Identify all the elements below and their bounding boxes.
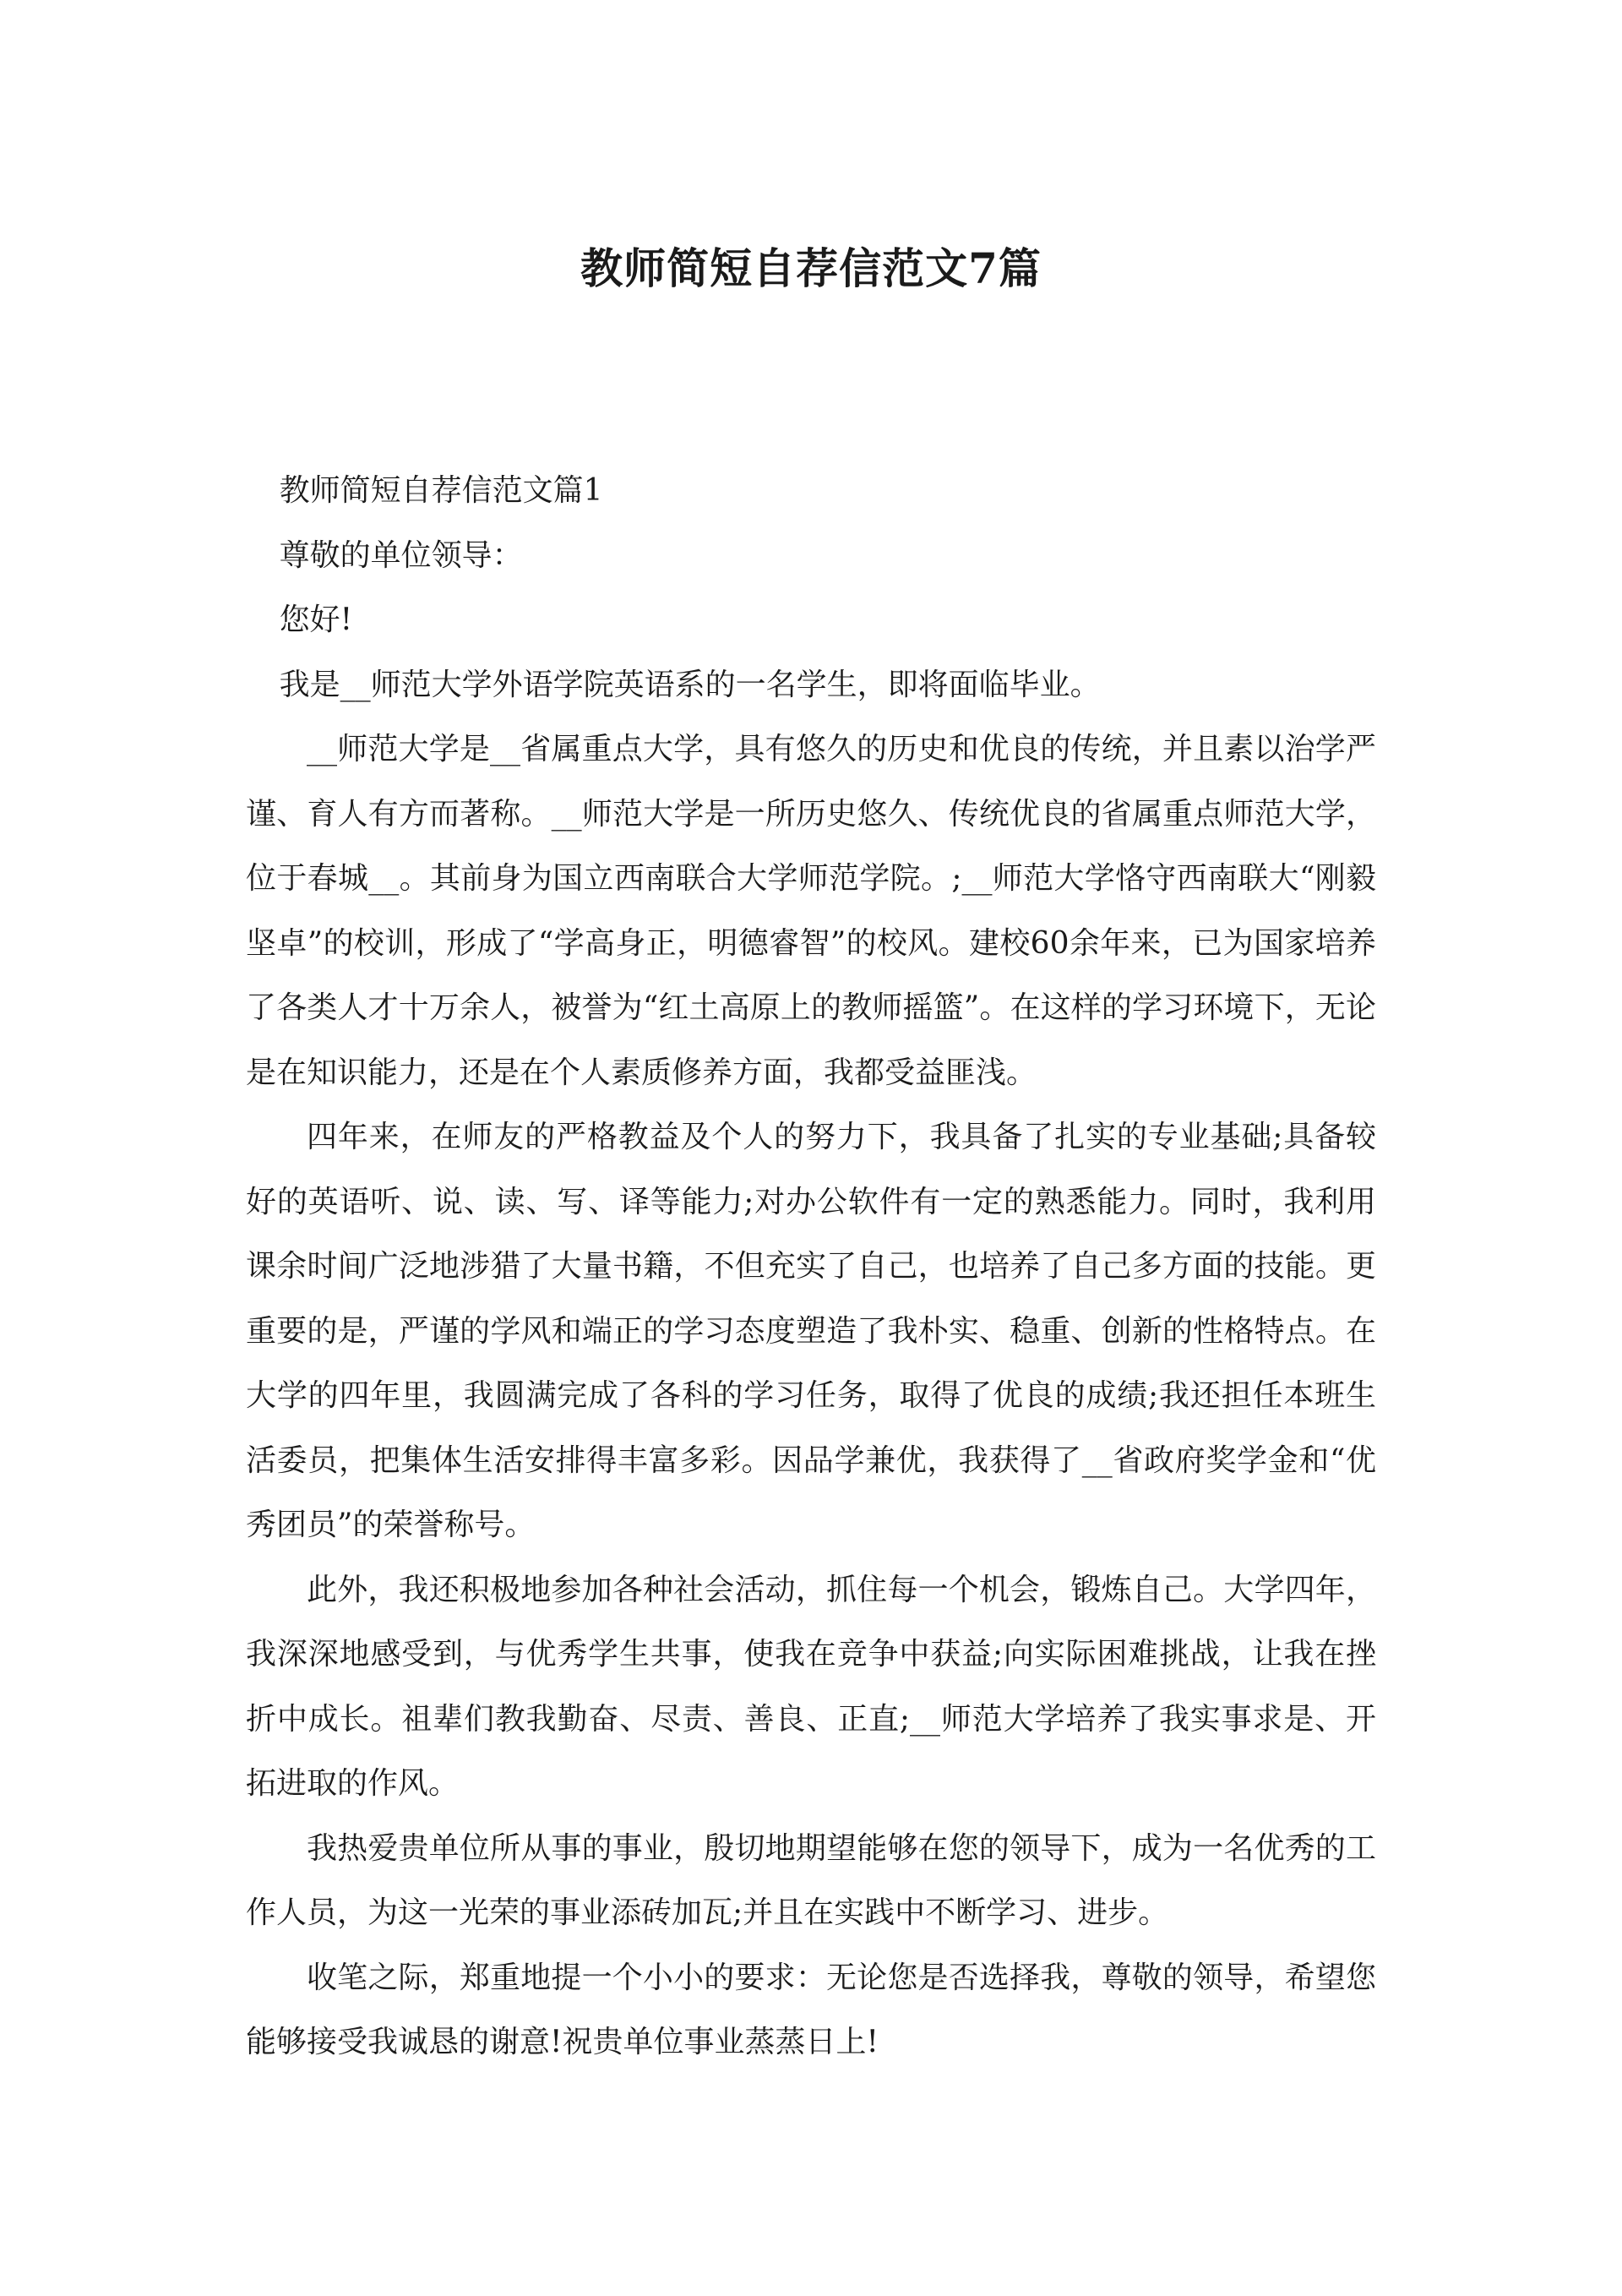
paragraph: 四年来，在师友的严格教益及个人的努力下，我具备了扎实的专业基础;具备较好的英语听、说、读、写、译等能力;对办公软件有一定的熟悉能力。同时，我利用课余时间广泛地涉猎了大量书籍，不但充实了自己，也培养了自己多方面的技能。更重要的是，严谨的学风和端正的学习态度塑造了我朴实、稳重、创新的性格特点。在大学的四年里，我圆满完成了各科的学习任务，取得了优良的成绩;我还担任本班生活委员，把集体生活安排得丰富多彩。因品学兼优，我获得了__省政府奖学金和“优秀团员”的荣誉称号。 <box>246 1120 1376 1542</box>
paragraph: 我热爱贵单位所从事的事业，殷切地期望能够在您的领导下，成为一名优秀的工作人员，为这一光荣的事业添砖加瓦;并且在实践中不断学习、进步。 <box>246 1830 1376 1930</box>
paragraph: 此外，我还积极地参加各种社会活动，抓住每一个机会，锻炼自己。大学四年，我深深地感受到，与优秀学生共事，使我在竞争中获益;向实际困难挑战，让我在挫折中成长。祖辈们教我勤奋、尽责、善良、正直;__师范大学培养了我实事求是、开拓进取的作风。 <box>246 1572 1376 1801</box>
section-heading: 教师简短自荐信范文篇1 <box>279 473 603 508</box>
salutation: 尊敬的单位领导： <box>279 537 523 573</box>
paragraph: 我是__师范大学外语学院英语系的一名学生，即将面临毕业。 <box>279 667 1101 702</box>
paragraph: __师范大学是__省属重点大学，具有悠久的历史和优良的传统，并且素以治学严谨、育人有方而著称。__师范大学是一所历史悠久、传统优良的省属重点师范大学，位于春城__。其前身为国立西南联合大学师范学院。;__师范大学恪守西南联大“刚毅坚卓”的校训，形成了“学高身正，明德睿智”的校风。建校60余年来，已为国家培养了各类人才十万余人，被誉为“红土高原上的教师摇篮”。在这样的学习环境下，无论是在知识能力，还是在个人素质修养方面，我都受益匪浅。 <box>246 732 1376 1090</box>
greeting: 您好! <box>279 603 353 637</box>
document-title: 教师简短自荐信范文7篇 <box>580 243 1042 293</box>
paragraph: 收笔之际，郑重地提一个小小的要求：无论您是否选择我，尊敬的领导，希望您能够接受我诚恳的谢意!祝贵单位事业蒸蒸日上! <box>246 1960 1376 2059</box>
document-body <box>246 459 1376 2075</box>
